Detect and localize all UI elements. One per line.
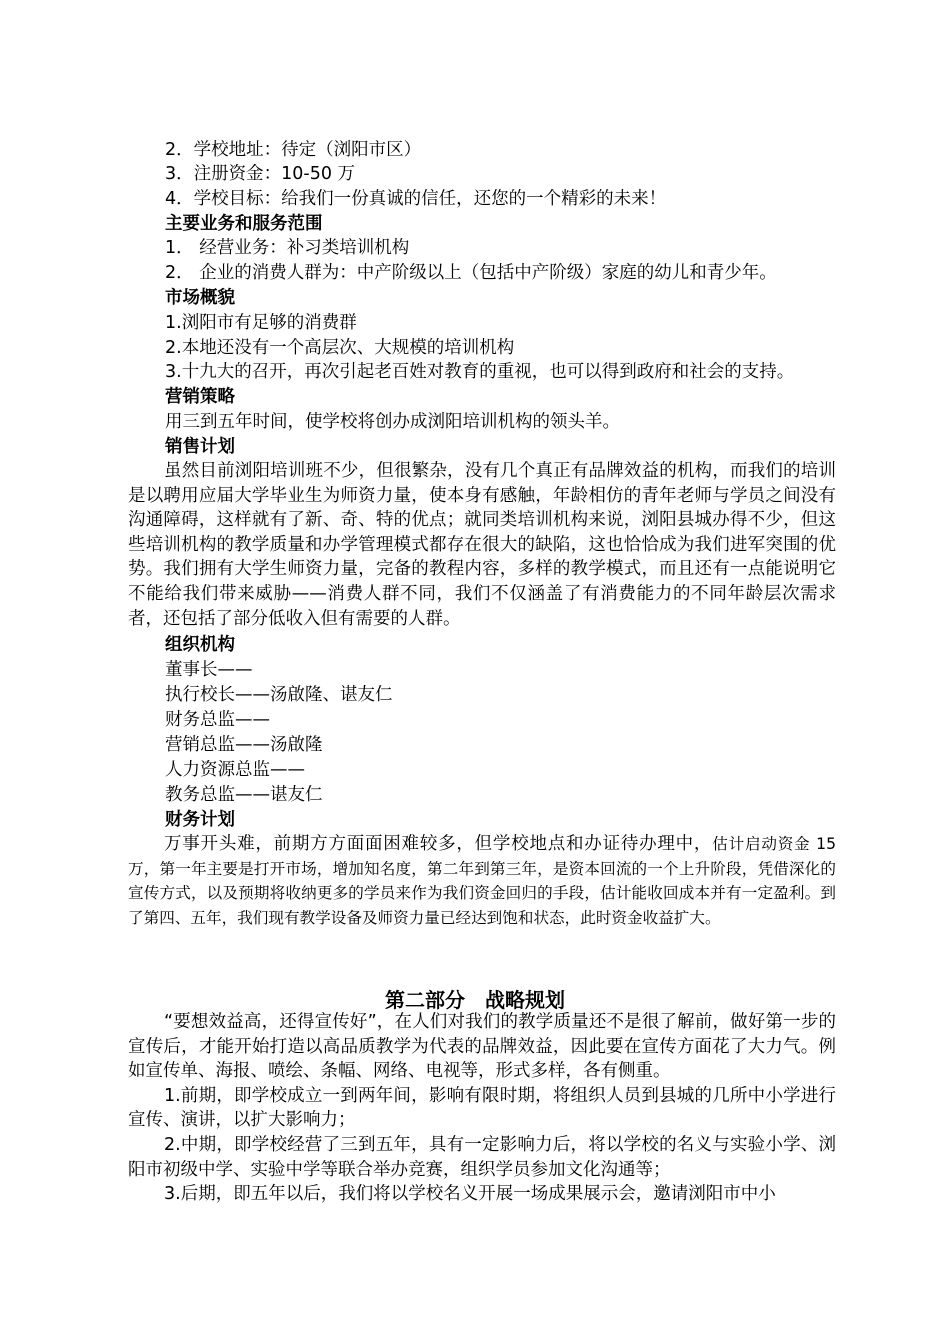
market-item-3: 3.十九大的召开，再次引起老百姓对教育的重视，也可以得到政府和社会的支持。 bbox=[165, 362, 795, 382]
heading-marketing-strategy: 营销策略 bbox=[165, 387, 235, 407]
heading-sales-plan: 销售计划 bbox=[165, 437, 235, 457]
financial-plan-text-small: 估计启动资金 15 万，第一年主要是打开市场，增加知名度，第二年到第三年，是资本回流的一个上升阶段，凭借深化的宣传方式，以及预期将收纳更多的学员来作为我们资金回归的手段，估计能收回成本并有一定盈利。到了第四、五年，我们现有教学设备及师资力量已经达到饱和状态，此时资金收益扩大。 bbox=[128, 835, 836, 927]
financial-plan-text-large: 万事开头难，前期方方面面困难较多，但学校地点和办证待办理中， bbox=[164, 834, 713, 854]
heading-financial-plan: 财务计划 bbox=[165, 810, 235, 830]
market-item-1: 1.浏阳市有足够的消费群 bbox=[165, 313, 357, 333]
strategy-phase-3: 3.后期，即五年以后，我们将以学校名义开展一场成果展示会，邀请浏阳市中小 bbox=[164, 1184, 776, 1205]
org-finance-director: 财务总监—— bbox=[165, 710, 270, 730]
financial-plan-paragraph bbox=[128, 832, 836, 930]
heading-market-overview: 市场概貌 bbox=[165, 288, 235, 308]
sales-plan-paragraph bbox=[128, 459, 836, 631]
org-academic-director: 教务总监——谌友仁 bbox=[165, 785, 323, 805]
strategy-phase-1: 1.前期，即学校成立一到两年间，影响有限时期，将组织人员到县城的几所中小学进行宣传、演讲，以扩大影响力； bbox=[128, 1085, 836, 1131]
org-executive-principal: 执行校长——汤啟隆、谌友仁 bbox=[165, 685, 393, 705]
heading-business-scope: 主要业务和服务范围 bbox=[165, 214, 323, 234]
business-item-1: 1． 经营业务：补习类培训机构 bbox=[165, 238, 410, 258]
market-item-2: 2.本地还没有一个高层次、大规模的培训机构 bbox=[165, 338, 515, 358]
heading-organization: 组织机构 bbox=[165, 635, 235, 655]
org-marketing-director: 营销总监——汤啟隆 bbox=[165, 735, 323, 755]
org-hr-director: 人力资源总监—— bbox=[165, 760, 305, 780]
strategy-phase-2: 2.中期，即学校经营了三到五年，具有一定影响力后，将以学校的名义与实验小学、浏阳市初级中学、实验中学等联合举办竞赛，组织学员参加文化沟通等； bbox=[128, 1134, 836, 1180]
business-item-2: 2． 企业的消费人群为：中产阶级以上（包括中产阶级）家庭的幼儿和青少年。 bbox=[165, 263, 777, 283]
marketing-text: 用三到五年时间，使学校将创办成浏阳培训机构的领头羊。 bbox=[165, 412, 620, 432]
registered-capital: 3．注册资金：10-50 万 bbox=[165, 164, 356, 184]
school-address: 2．学校地址：待定（浏阳市区） bbox=[165, 140, 422, 160]
strategy-section bbox=[128, 1010, 836, 1207]
school-goal: 4．学校目标：给我们一份真诚的信任，还您的一个精彩的未来！ bbox=[165, 189, 667, 209]
sales-plan-text: 虽然目前浏阳培训班不少，但很繁杂，没有几个真正有品牌效益的机构，而我们的培训是以聘用应届大学毕业生为师资力量，使本身有感触，年龄相仿的青年老师与学员之间没有沟通障碍，这样就有了新、奇、特的优点；就同类培训机构来说，浏阳县城办得不少，但这些培训机构的教学质量和办学管理模式都存在很大的缺陷，这也恰恰成为我们进军突围的优势。我们拥有大学生师资力量，完备的教程内容，多样的教学模式，而且还有一点能说明它不能给我们带来威胁——消费人群不同，我们不仅涵盖了有消费能力的不同年龄层次需求者，还包括了部分低收入但有需要的人群。 bbox=[128, 461, 836, 629]
strategy-intro: “要想效益高，还得宣传好”，在人们对我们的教学质量还不是很了解前，做好第一步的宣传后，才能开始打造以高品质教学为代表的品牌效益，因此要在宣传方面花了大力气。例如宣传单、海报、喷绘、条幅、网络、电视等，形式多样，各有侧重。 bbox=[128, 1012, 836, 1082]
part-two-title: 第二部分 战略规划 bbox=[385, 988, 565, 1012]
org-chairman: 董事长—— bbox=[165, 660, 253, 680]
